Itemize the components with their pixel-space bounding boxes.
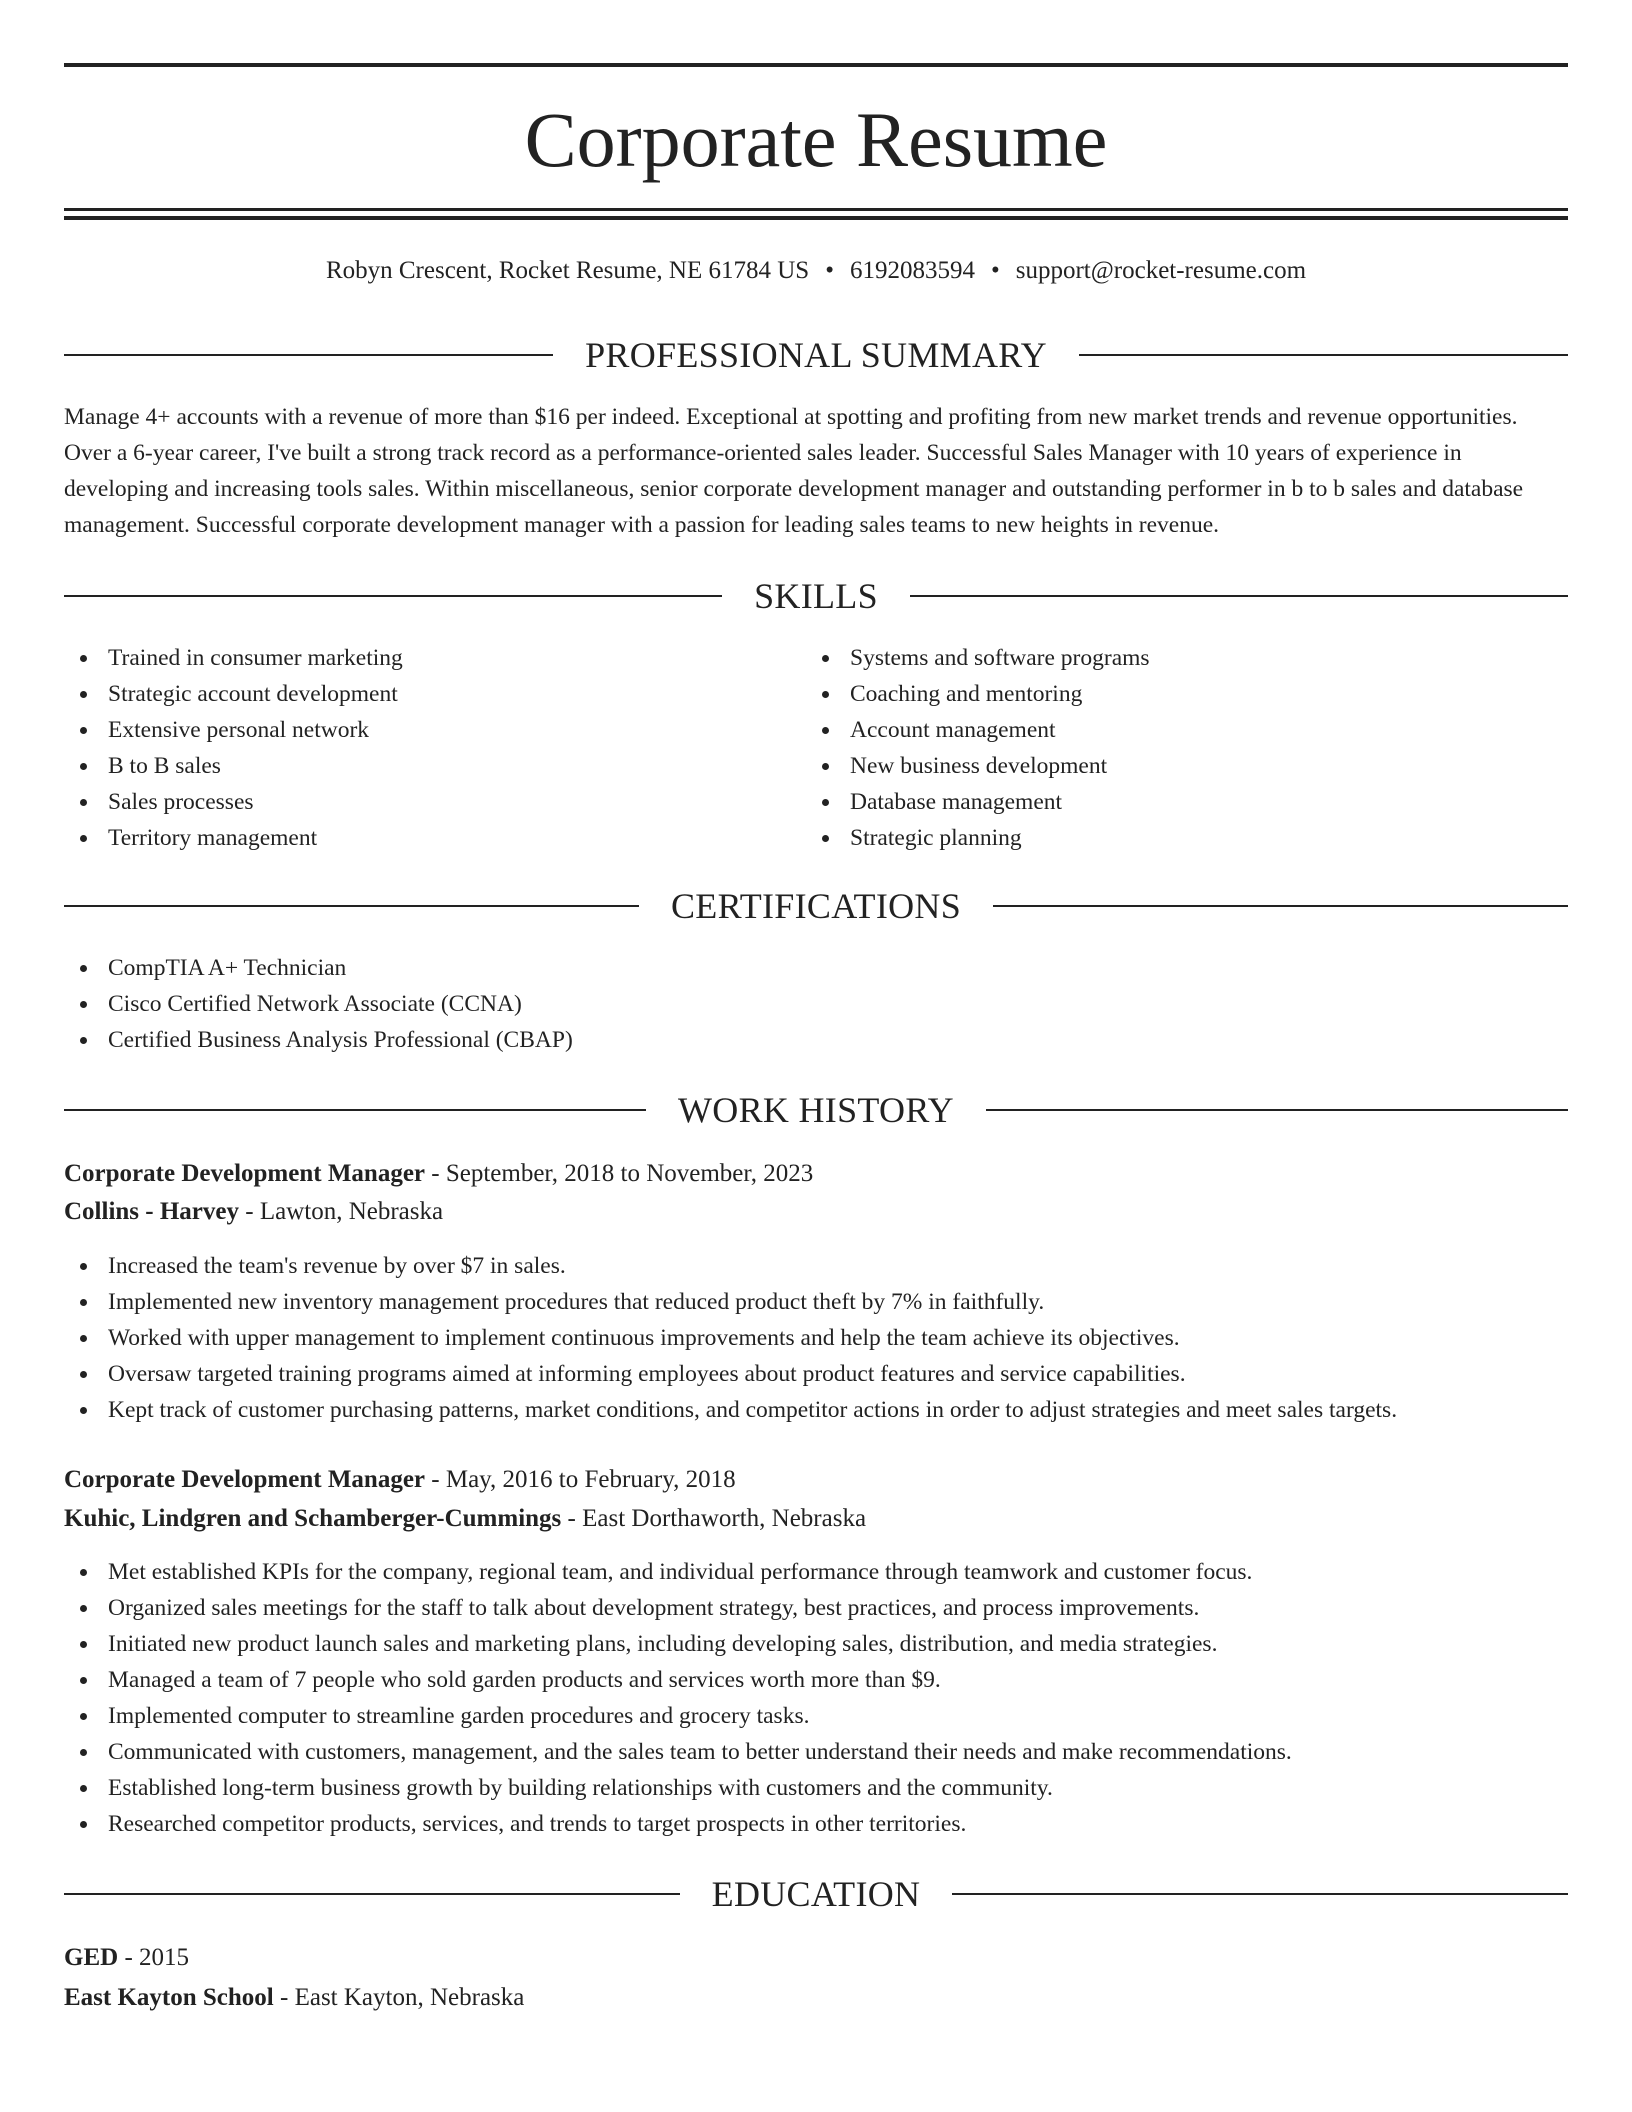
- job-title: Corporate Development Manager: [64, 1466, 426, 1493]
- contact-separator: •: [990, 257, 1000, 284]
- education-degree: GED: [64, 1944, 119, 1971]
- title-rule-upper: [64, 208, 1568, 211]
- contact-email: support@rocket-resume.com: [1015, 257, 1307, 284]
- job-dates: - May, 2016 to February, 2018: [425, 1466, 736, 1493]
- skill-item: B to B sales: [64, 748, 804, 784]
- summary-heading: [64, 333, 1568, 377]
- certification-item: CompTIA A+ Technician: [64, 950, 1568, 986]
- certifications-heading-label: CERTIFICATIONS: [670, 886, 962, 926]
- heading-rule-left: [64, 595, 722, 597]
- heading-rule-left: [64, 1893, 680, 1895]
- contact-separator: •: [825, 257, 834, 284]
- skill-item: Trained in consumer marketing: [64, 640, 804, 676]
- job-company-line: [64, 1501, 1568, 1537]
- job-title: Corporate Development Manager: [64, 1160, 426, 1187]
- heading-rule-right: [952, 1893, 1568, 1895]
- skill-item: Strategic account development: [64, 676, 804, 712]
- contact-line: [64, 254, 1568, 288]
- skill-item: Database management: [806, 784, 1546, 820]
- education-location: - East Kayton, Nebraska: [273, 1984, 525, 2011]
- education-year: - 2015: [118, 1944, 190, 1971]
- skill-item: Extensive personal network: [64, 712, 804, 748]
- skills-list-left: [64, 640, 804, 856]
- job-bullet: Increased the team's revenue by over $7 in sales.: [64, 1248, 1568, 1284]
- job-company-line: [64, 1194, 1568, 1230]
- job-bullet: Managed a team of 7 people who sold garden products and services worth more than $9.: [64, 1662, 1568, 1698]
- title-rule-lower: [64, 216, 1568, 220]
- skill-item: Systems and software programs: [806, 640, 1546, 676]
- skills-heading: [64, 574, 1568, 618]
- skill-item: Sales processes: [64, 784, 804, 820]
- certifications-list: [64, 950, 1568, 1058]
- summary-text: Manage 4+ accounts with a revenue of more than $16 per indeed. Exceptional at spotting and profiting from new market trends and revenue opportunities. Over a 6-year career, I've built a strong track record as a performance-oriented sales leader. Successful Sales Manager with 10 years of experience in developing and increasing tools sales. Within miscellaneous, senior corporate development manager and outstanding performer in b to b sales and database management. Successful corporate development manager with a passion for leading sales teams to new heights in revenue.: [64, 404, 1524, 538]
- job-title-line: [64, 1156, 1568, 1192]
- summary-heading-label: PROFESSIONAL SUMMARY: [585, 335, 1047, 375]
- job-bullet: Researched competitor products, services, and trends to target prospects in other territories.: [64, 1806, 1568, 1842]
- education-school-line: [64, 1980, 1568, 2016]
- job-location: - East Dorthaworth, Nebraska: [561, 1505, 867, 1532]
- education-heading: [64, 1872, 1568, 1916]
- skill-item: New business development: [806, 748, 1546, 784]
- job-bullet: Communicated with customers, management, and the sales team to better understand their needs and make recommendations.: [64, 1734, 1568, 1770]
- skills-list-right: [806, 640, 1546, 856]
- job-bullet: Organized sales meetings for the staff to talk about development strategy, best practices, and process improvements.: [64, 1590, 1568, 1626]
- skill-item: Strategic planning: [806, 820, 1546, 856]
- skill-item: Account management: [806, 712, 1546, 748]
- job-bullet-list: [64, 1248, 1568, 1428]
- top-rule: [64, 63, 1568, 67]
- heading-rule-left: [64, 905, 639, 907]
- job-title-line: [64, 1462, 1568, 1498]
- certification-item: Certified Business Analysis Professional (CBAP): [64, 1022, 1568, 1058]
- contact-phone: 6192083594: [849, 257, 975, 284]
- job-location: - Lawton, Nebraska: [239, 1198, 444, 1225]
- heading-rule-left: [64, 1109, 646, 1111]
- heading-rule-left: [64, 354, 553, 356]
- skill-item: Territory management: [64, 820, 804, 856]
- education-heading-label: EDUCATION: [711, 1874, 921, 1914]
- job-company: Collins - Harvey: [64, 1198, 239, 1225]
- certification-item: Cisco Certified Network Associate (CCNA): [64, 986, 1568, 1022]
- heading-rule-right: [986, 1109, 1568, 1111]
- education-degree-line: [64, 1940, 1568, 1976]
- heading-rule-right: [1079, 354, 1568, 356]
- job-bullet: Established long-term business growth by building relationships with customers and the community.: [64, 1770, 1568, 1806]
- skill-item: Coaching and mentoring: [806, 676, 1546, 712]
- job-bullet: Worked with upper management to implement continuous improvements and help the team achieve its objectives.: [64, 1320, 1568, 1356]
- contact-address: Robyn Crescent, Rocket Resume, NE 61784 US: [325, 257, 810, 284]
- job-bullet-list: [64, 1554, 1568, 1842]
- heading-rule-right: [993, 905, 1568, 907]
- job-dates: - September, 2018 to November, 2023: [425, 1160, 814, 1187]
- heading-rule-right: [910, 595, 1568, 597]
- job-bullet: Oversaw targeted training programs aimed at informing employees about product features and service capabilities.: [64, 1356, 1568, 1392]
- job-bullet: Implemented new inventory management procedures that reduced product theft by 7% in faithfully.: [64, 1284, 1568, 1320]
- education-school: East Kayton School: [64, 1984, 274, 2011]
- job-bullet: Implemented computer to streamline garden procedures and grocery tasks.: [64, 1698, 1568, 1734]
- job-company: Kuhic, Lindgren and Schamberger-Cummings: [64, 1505, 562, 1532]
- work-heading: [64, 1088, 1568, 1132]
- page-title: Corporate Resume: [524, 96, 1108, 183]
- job-bullet: Initiated new product launch sales and marketing plans, including developing sales, distribution, and media strategies.: [64, 1626, 1568, 1662]
- certifications-heading: [64, 884, 1568, 928]
- skills-heading-label: SKILLS: [754, 576, 878, 616]
- work-heading-label: WORK HISTORY: [678, 1090, 954, 1130]
- job-bullet: Met established KPIs for the company, regional team, and individual performance through teamwork and customer focus.: [64, 1554, 1568, 1590]
- job-bullet: Kept track of customer purchasing patterns, market conditions, and competitor actions in order to adjust strategies and meet sales targets.: [64, 1392, 1568, 1428]
